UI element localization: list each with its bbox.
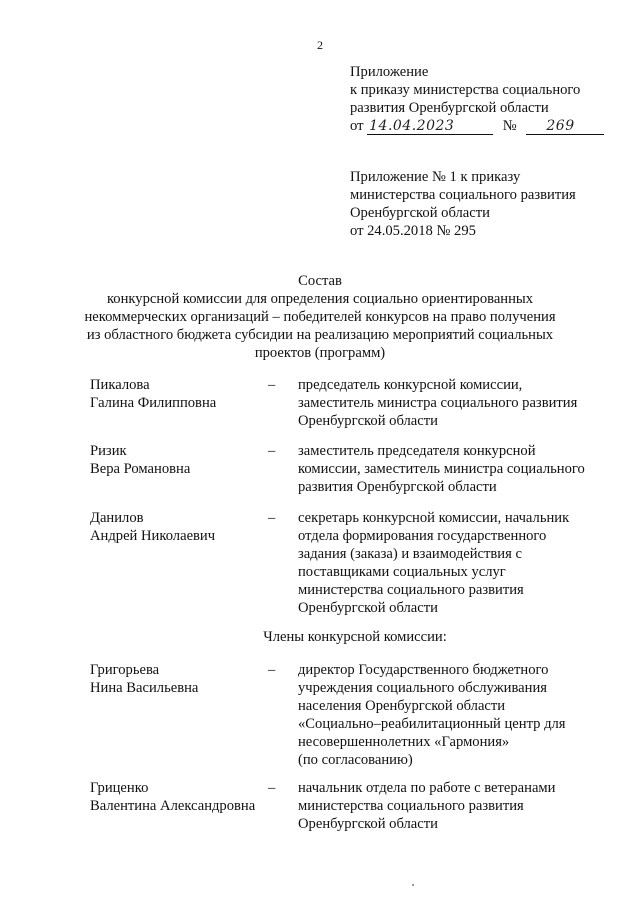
member-given-name: Валентина Александровна xyxy=(90,798,256,814)
role-line: «Социально–реабилитационный центр для xyxy=(298,716,566,732)
number-prefix: № xyxy=(502,118,517,134)
role-line: несовершеннолетних «Гармония» xyxy=(298,734,510,750)
role-line: задания (заказа) и взаимодействия с xyxy=(298,546,522,562)
member-role xyxy=(298,509,618,617)
member-role xyxy=(298,442,618,496)
dash: – xyxy=(268,377,276,393)
original-appendix-header xyxy=(350,168,625,240)
title-line: проектов (программ) xyxy=(254,345,386,361)
member-given-name: Андрей Николаевич xyxy=(90,528,216,544)
member-name xyxy=(90,442,268,496)
member-surname: Данилов xyxy=(90,510,144,526)
member-name xyxy=(90,779,268,833)
role-line: развития Оренбургской области xyxy=(298,479,497,495)
role-line: комиссии, заместитель министра социального xyxy=(298,461,585,477)
role-line: Оренбургской области xyxy=(298,600,438,616)
appendix-line: от 24.05.2018 № 295 xyxy=(350,223,476,239)
role-line: секретарь конкурсной комиссии, начальник xyxy=(298,510,570,526)
role-line: начальник отдела по работе с ветеранами xyxy=(298,780,556,796)
member-role xyxy=(298,661,618,769)
appendix-line: Оренбургской области xyxy=(350,205,490,221)
member-surname: Гриценко xyxy=(90,780,149,796)
member-name xyxy=(90,661,268,769)
role-line: председатель конкурсной комиссии, xyxy=(298,377,523,393)
dash: – xyxy=(268,510,276,526)
handwritten-number: 269 xyxy=(546,118,575,134)
appendix-line: министерства социального развития xyxy=(350,187,576,203)
title-line: некоммерческих организаций – победителей конкурсов на право получения xyxy=(84,309,556,325)
member-entry xyxy=(90,661,618,769)
role-line: министерства социального развития xyxy=(298,798,524,814)
role-line: министерства социального развития xyxy=(298,582,524,598)
scan-speck xyxy=(412,884,414,886)
role-line: Оренбургской области xyxy=(298,413,438,429)
member-role xyxy=(298,376,618,430)
appendix-date-row xyxy=(350,117,625,135)
role-line: директор Государственного бюджетного xyxy=(298,662,549,678)
role-line: заместитель министра социального развития xyxy=(298,395,578,411)
document-title xyxy=(60,272,580,362)
member-given-name: Нина Васильевна xyxy=(90,680,199,696)
appendix-line: к приказу министерства социального xyxy=(350,82,581,98)
role-line: учреждения социального обслуживания xyxy=(298,680,547,696)
dash: – xyxy=(268,443,276,459)
member-surname: Пикалова xyxy=(90,377,150,393)
member-name xyxy=(90,509,268,617)
member-entry xyxy=(90,442,618,496)
handwritten-date: 14.04.2023 xyxy=(369,118,455,134)
title-line: Состав xyxy=(298,273,342,289)
role-line: заместитель председателя конкурсной xyxy=(298,443,536,459)
page-number: 2 xyxy=(317,38,323,52)
date-field xyxy=(367,118,493,135)
member-entry xyxy=(90,376,618,430)
title-line: конкурсной комиссии для определения социально ориентированных xyxy=(106,291,534,307)
role-line: поставщиками социальных услуг xyxy=(298,564,506,580)
member-given-name: Вера Романовна xyxy=(90,461,191,477)
appendix-line: развития Оренбургской области xyxy=(350,100,549,116)
member-name xyxy=(90,376,268,430)
member-given-name: Галина Филипповна xyxy=(90,395,217,411)
members-heading: Члены конкурсной комиссии: xyxy=(263,629,447,645)
member-entry xyxy=(90,509,618,617)
member-surname: Ризик xyxy=(90,443,127,459)
appendix-header xyxy=(350,63,625,135)
role-line: Оренбургской области xyxy=(298,816,438,832)
role-line: (по согласованию) xyxy=(298,752,413,768)
member-entry xyxy=(90,779,618,833)
member-role xyxy=(298,779,618,833)
date-prefix: от xyxy=(350,118,364,134)
role-line: населения Оренбургской области xyxy=(298,698,506,714)
dash: – xyxy=(268,662,276,678)
member-surname: Григорьева xyxy=(90,662,160,678)
appendix-line: Приложение xyxy=(350,64,429,80)
appendix-line: Приложение № 1 к приказу xyxy=(350,169,521,185)
title-line: из областного бюджета субсидии на реализацию мероприятий социальных xyxy=(86,327,554,343)
role-line: отдела формирования государственного xyxy=(298,528,547,544)
dash: – xyxy=(268,780,276,796)
number-field xyxy=(526,118,604,135)
